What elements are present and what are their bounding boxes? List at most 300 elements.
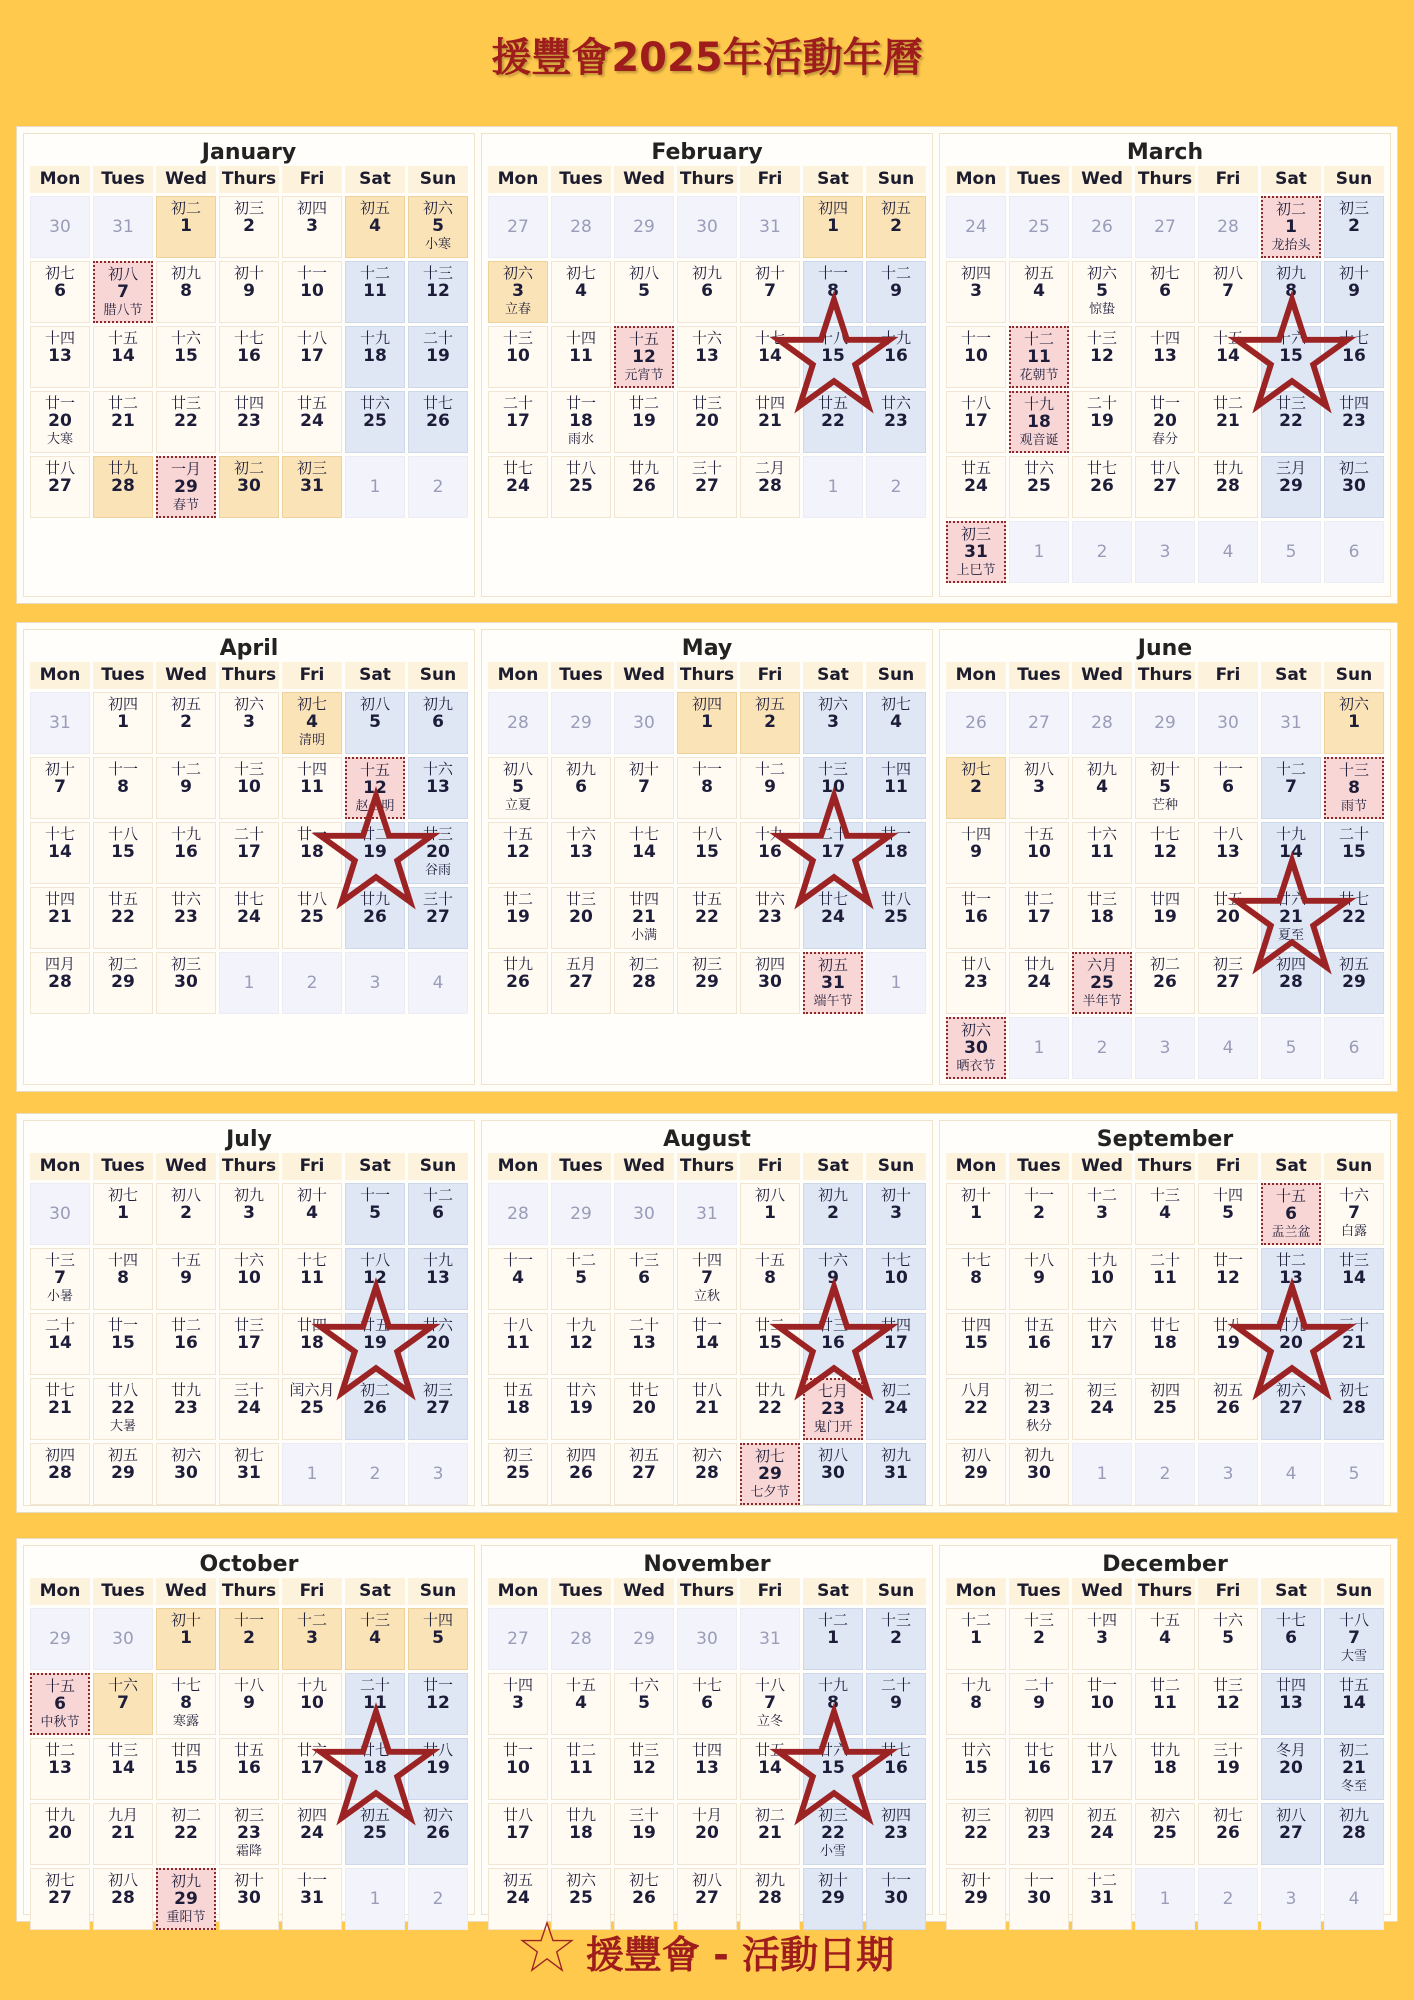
day-number: 1: [369, 1889, 381, 1909]
weekday-header: Thurs: [219, 166, 279, 193]
lunar-date: 初三: [1212, 955, 1243, 973]
day-number: 13: [1279, 1693, 1303, 1713]
day-number: 18: [884, 842, 908, 862]
lunar-date: 初六: [1338, 695, 1369, 713]
day-number: 29: [821, 1888, 845, 1908]
lunar-date: 初九: [1086, 760, 1117, 778]
day-cell: [219, 1313, 279, 1375]
day-number: 27: [1279, 1398, 1303, 1418]
day-cell: [282, 822, 342, 884]
lunar-date: 初十: [754, 264, 785, 282]
day-cell: [1324, 822, 1384, 884]
day-number: 21: [1342, 1333, 1366, 1353]
lunar-date: 十三: [1149, 1186, 1180, 1204]
day-number: 4: [1159, 1203, 1171, 1223]
lunar-date: 廿七: [880, 1741, 911, 1759]
day-number: 31: [821, 973, 845, 993]
day-cell: [803, 196, 863, 258]
solar-term-note: 鬼门开: [813, 1420, 853, 1435]
lunar-date: 初四: [960, 264, 991, 282]
footer: [0, 1920, 1414, 1983]
day-number: 19: [569, 1398, 593, 1418]
day-cell: [1135, 1378, 1195, 1440]
month-may: [481, 629, 933, 1085]
day-number: 10: [964, 346, 988, 366]
day-number: 1: [827, 1628, 839, 1648]
day-number: 27: [1154, 217, 1176, 237]
day-cell: [866, 887, 926, 949]
day-cell: [740, 952, 800, 1014]
day-number: 18: [1153, 1758, 1177, 1778]
weekday-header: Fri: [1198, 662, 1258, 689]
day-cell-other-month: [408, 952, 468, 1014]
day-number: 19: [1216, 1758, 1240, 1778]
lunar-date: 廿九: [754, 1381, 785, 1399]
day-cell: [93, 692, 153, 754]
weekday-header: Thurs: [219, 1153, 279, 1180]
lunar-date: 二十: [628, 1316, 659, 1334]
day-number: 28: [1279, 972, 1303, 992]
day-cell: [946, 1378, 1006, 1440]
month-grid: [30, 662, 468, 1014]
lunar-date: 初八: [1023, 760, 1054, 778]
day-number: 27: [426, 1398, 450, 1418]
day-number: 3: [1285, 1889, 1297, 1909]
day-number: 17: [300, 1758, 324, 1778]
day-cell: [1261, 261, 1321, 323]
day-cell: [156, 391, 216, 453]
day-number: 15: [758, 1333, 782, 1353]
weekday-header: Sun: [408, 662, 468, 689]
day-number: 12: [506, 842, 530, 862]
weekday-header: Thurs: [1135, 1578, 1195, 1605]
day-number: 20: [1153, 411, 1177, 431]
month-name: July: [226, 1127, 272, 1152]
day-number: 11: [884, 777, 908, 797]
day-cell-other-month: [1135, 521, 1195, 583]
lunar-date: 十一: [1023, 1871, 1054, 1889]
month-january: [23, 133, 475, 597]
lunar-date: 初八: [754, 1186, 785, 1204]
day-cell: [803, 887, 863, 949]
day-number: 29: [695, 972, 719, 992]
day-number: 24: [506, 1888, 530, 1908]
lunar-date: 廿五: [359, 1316, 390, 1334]
day-cell: [282, 1738, 342, 1800]
day-number: 22: [821, 411, 845, 431]
lunar-date: 初七: [44, 264, 75, 282]
day-number: 27: [48, 476, 72, 496]
day-cell: [156, 1673, 216, 1735]
lunar-date: 十三: [1338, 761, 1369, 779]
day-number: 2: [180, 712, 192, 732]
day-cell: [93, 1738, 153, 1800]
month-february: [481, 133, 933, 597]
day-cell: [282, 456, 342, 518]
day-cell-festival: [30, 1673, 90, 1735]
lunar-date: 十四: [107, 1251, 138, 1269]
lunar-date: 初十: [44, 760, 75, 778]
lunar-date: 十二: [754, 760, 785, 778]
day-cell-other-month: [345, 456, 405, 518]
day-cell: [803, 1738, 863, 1800]
day-cell: [866, 1183, 926, 1245]
weekday-header: Fri: [282, 1153, 342, 1180]
day-cell: [551, 1803, 611, 1865]
lunar-date: 廿九: [1023, 955, 1054, 973]
lunar-date: 廿四: [1149, 890, 1180, 908]
lunar-date: 初五: [1023, 264, 1054, 282]
day-number: 6: [701, 281, 713, 301]
day-cell: [408, 1803, 468, 1865]
day-number: 28: [632, 972, 656, 992]
day-cell: [740, 692, 800, 754]
lunar-date: 初七: [565, 264, 596, 282]
day-cell: [345, 1608, 405, 1670]
day-number: 17: [1090, 1758, 1114, 1778]
solar-term-note: 元宵节: [624, 368, 664, 383]
lunar-date: 廿三: [233, 1316, 264, 1334]
lunar-date: 初八: [1275, 1806, 1306, 1824]
day-number: 2: [1096, 542, 1108, 562]
day-cell: [946, 822, 1006, 884]
day-cell: [866, 1738, 926, 1800]
day-number: 31: [759, 217, 781, 237]
lunar-date: 初七: [754, 1447, 785, 1465]
day-cell: [740, 822, 800, 884]
day-number: 4: [1222, 1038, 1234, 1058]
day-number: 25: [1153, 1398, 1177, 1418]
solar-term-note: 端午节: [813, 994, 853, 1009]
day-number: 11: [363, 1693, 387, 1713]
month-name: December: [1102, 1552, 1228, 1577]
day-cell-other-month: [677, 196, 737, 258]
day-number: 7: [638, 777, 650, 797]
day-cell-other-month: [740, 1608, 800, 1670]
day-cell-other-month: [1198, 521, 1258, 583]
day-cell: [866, 1673, 926, 1735]
day-number: 30: [1342, 476, 1366, 496]
weekday-header: Wed: [614, 1578, 674, 1605]
lunar-date: 廿六: [1023, 459, 1054, 477]
day-cell: [345, 1378, 405, 1440]
weekday-header: Tues: [551, 1153, 611, 1180]
day-cell-other-month: [488, 692, 548, 754]
day-number: 2: [306, 973, 318, 993]
day-number: 2: [369, 1464, 381, 1484]
day-cell: [156, 952, 216, 1014]
day-number: 15: [821, 346, 845, 366]
day-number: 18: [1153, 1333, 1177, 1353]
day-number: 12: [632, 347, 656, 367]
day-cell: [551, 1248, 611, 1310]
day-number: 27: [1216, 972, 1240, 992]
lunar-date: 十五: [107, 329, 138, 347]
weekday-header: Wed: [614, 1153, 674, 1180]
day-number: 6: [575, 777, 587, 797]
lunar-date: 初四: [1275, 955, 1306, 973]
day-cell: [488, 261, 548, 323]
lunar-date: 初六: [1275, 1381, 1306, 1399]
day-cell: [740, 757, 800, 819]
day-number: 22: [111, 907, 135, 927]
month-grid: [488, 1578, 926, 1930]
lunar-date: 廿九: [1149, 1741, 1180, 1759]
lunar-date: 廿八: [1086, 1741, 1117, 1759]
day-number: 17: [884, 1333, 908, 1353]
day-cell: [1324, 1313, 1384, 1375]
lunar-date: 初九: [880, 1446, 911, 1464]
day-cell: [946, 391, 1006, 453]
day-cell: [614, 456, 674, 518]
lunar-date: 初八: [817, 1446, 848, 1464]
solar-term-note: 中秋节: [40, 1715, 80, 1730]
day-number: 13: [695, 1758, 719, 1778]
lunar-date: 十六: [233, 1251, 264, 1269]
weekday-header: Mon: [488, 1578, 548, 1605]
day-cell: [551, 757, 611, 819]
month-grid: [946, 662, 1384, 1079]
day-number: 22: [174, 1823, 198, 1843]
day-number: 11: [300, 1268, 324, 1288]
lunar-date: 十八: [960, 394, 991, 412]
weekday-header: Sat: [803, 1153, 863, 1180]
day-cell: [282, 887, 342, 949]
day-cell-other-month: [1072, 521, 1132, 583]
lunar-date: 十三: [628, 1251, 659, 1269]
day-cell: [282, 1248, 342, 1310]
day-number: 3: [512, 281, 524, 301]
day-number: 16: [1342, 346, 1366, 366]
day-cell-other-month: [282, 952, 342, 1014]
lunar-date: 十七: [880, 1251, 911, 1269]
day-number: 16: [821, 1333, 845, 1353]
day-cell-other-month: [1324, 1017, 1384, 1079]
weekday-header: Sun: [408, 1578, 468, 1605]
day-cell-other-month: [93, 1608, 153, 1670]
lunar-date: 十四: [565, 329, 596, 347]
lunar-date: 初三: [1086, 1381, 1117, 1399]
day-number: 27: [507, 1629, 529, 1649]
solar-term-note: 小雪: [819, 1844, 846, 1859]
day-number: 10: [506, 1758, 530, 1778]
day-number: 5: [1285, 1038, 1297, 1058]
day-cell-festival: [1009, 326, 1069, 388]
day-cell: [282, 391, 342, 453]
lunar-date: 廿一: [107, 1316, 138, 1334]
day-cell: [408, 1738, 468, 1800]
lunar-date: 初九: [233, 1186, 264, 1204]
day-number: 21: [1342, 1758, 1366, 1778]
day-number: 25: [884, 907, 908, 927]
day-cell: [1261, 391, 1321, 453]
lunar-date: 初五: [502, 1871, 533, 1889]
lunar-date: 十五: [44, 1677, 75, 1695]
day-number: 27: [48, 1888, 72, 1908]
lunar-date: 初七: [880, 695, 911, 713]
day-cell: [946, 1738, 1006, 1800]
day-cell: [408, 196, 468, 258]
lunar-date: 初四: [817, 199, 848, 217]
solar-term-note: 寒露: [172, 1714, 199, 1729]
day-number: 16: [1027, 1333, 1051, 1353]
lunar-date: 廿三: [691, 394, 722, 412]
lunar-date: 初六: [170, 1446, 201, 1464]
solar-term-note: 盂兰盆: [1271, 1225, 1311, 1240]
day-cell: [1135, 1183, 1195, 1245]
day-number: 18: [300, 842, 324, 862]
day-number: 8: [970, 1268, 982, 1288]
day-number: 8: [827, 1693, 839, 1713]
day-number: 22: [964, 1823, 988, 1843]
lunar-date: 十二: [170, 760, 201, 778]
day-number: 28: [758, 1888, 782, 1908]
lunar-date: 十八: [233, 1676, 264, 1694]
weekday-header: Wed: [156, 662, 216, 689]
month-name: September: [1096, 1127, 1234, 1152]
day-cell: [614, 757, 674, 819]
day-cell: [1072, 1313, 1132, 1375]
day-number: 3: [1033, 777, 1045, 797]
day-number: 5: [1096, 281, 1108, 301]
weekday-header: Thurs: [677, 1153, 737, 1180]
month-september: [939, 1120, 1391, 1506]
day-number: 14: [1279, 842, 1303, 862]
day-number: 30: [1027, 1463, 1051, 1483]
day-cell-festival: [740, 1443, 800, 1505]
lunar-date: 廿四: [628, 890, 659, 908]
lunar-date: 初四: [691, 695, 722, 713]
day-cell: [1324, 692, 1384, 754]
day-number: 3: [1096, 1628, 1108, 1648]
day-cell: [1261, 326, 1321, 388]
day-cell: [1072, 456, 1132, 518]
day-cell-other-month: [1198, 1443, 1258, 1505]
day-cell: [282, 1803, 342, 1865]
day-cell: [219, 326, 279, 388]
lunar-date: 廿六: [817, 1741, 848, 1759]
lunar-date: 廿二: [170, 1316, 201, 1334]
lunar-date: 四月: [44, 955, 75, 973]
day-number: 9: [827, 1268, 839, 1288]
day-number: 20: [48, 1823, 72, 1843]
lunar-date: 八月: [960, 1381, 991, 1399]
day-cell: [1072, 391, 1132, 453]
lunar-date: 十二: [1023, 330, 1054, 348]
day-cell-other-month: [614, 1183, 674, 1245]
day-cell: [30, 1803, 90, 1865]
day-number: 31: [1280, 713, 1302, 733]
lunar-date: 廿一: [960, 890, 991, 908]
weekday-header: Mon: [30, 166, 90, 193]
weekday-header: Wed: [1072, 662, 1132, 689]
day-cell: [1198, 391, 1258, 453]
lunar-date: 十六: [107, 1676, 138, 1694]
day-number: 25: [1028, 217, 1050, 237]
day-number: 9: [1033, 1268, 1045, 1288]
day-cell: [1009, 952, 1069, 1014]
day-number: 20: [48, 411, 72, 431]
day-cell: [1324, 1608, 1384, 1670]
day-cell: [803, 822, 863, 884]
day-cell: [1072, 1608, 1132, 1670]
month-name: August: [663, 1127, 751, 1152]
lunar-date: 十五: [1275, 1187, 1306, 1205]
day-number: 2: [243, 1628, 255, 1648]
day-cell-other-month: [551, 692, 611, 754]
day-cell: [30, 1443, 90, 1505]
day-cell: [1324, 1673, 1384, 1735]
lunar-date: 初三: [817, 1806, 848, 1824]
lunar-date: 廿二: [359, 825, 390, 843]
day-number: 6: [1222, 777, 1234, 797]
day-cell: [1261, 1803, 1321, 1865]
weekday-header: Mon: [30, 1578, 90, 1605]
day-cell: [740, 326, 800, 388]
lunar-date: 初十: [296, 1186, 327, 1204]
weekday-header: Sun: [866, 1153, 926, 1180]
star-icon: [520, 1920, 574, 1983]
lunar-date: 十月: [691, 1806, 722, 1824]
lunar-date: 初四: [44, 1446, 75, 1464]
day-number: 29: [964, 1463, 988, 1483]
day-cell: [408, 326, 468, 388]
day-cell: [156, 1313, 216, 1375]
day-cell-festival: [345, 757, 405, 819]
day-cell: [803, 261, 863, 323]
day-number: 7: [1348, 1203, 1360, 1223]
lunar-date: 初二: [233, 459, 264, 477]
day-number: 12: [1216, 1693, 1240, 1713]
day-number: 4: [1033, 281, 1045, 301]
lunar-date: 初六: [817, 695, 848, 713]
solar-term-note: 立夏: [504, 798, 531, 813]
day-number: 15: [964, 1333, 988, 1353]
day-number: 26: [965, 713, 987, 733]
day-cell-other-month: [614, 692, 674, 754]
day-number: 21: [1216, 411, 1240, 431]
lunar-date: 廿五: [502, 1381, 533, 1399]
day-cell: [551, 326, 611, 388]
lunar-date: 廿二: [44, 1741, 75, 1759]
day-number: 29: [633, 217, 655, 237]
day-number: 6: [1285, 1628, 1297, 1648]
day-number: 8: [764, 1268, 776, 1288]
day-number: 14: [1216, 346, 1240, 366]
lunar-date: 初八: [960, 1446, 991, 1464]
day-cell: [1198, 952, 1258, 1014]
day-number: 22: [111, 1398, 135, 1418]
day-cell: [93, 1673, 153, 1735]
lunar-date: 廿五: [960, 459, 991, 477]
day-number: 24: [884, 1398, 908, 1418]
weekday-header: Sun: [408, 1153, 468, 1180]
day-cell: [219, 1738, 279, 1800]
day-number: 21: [48, 1398, 72, 1418]
day-number: 4: [306, 1203, 318, 1223]
lunar-date: 十四: [1212, 1186, 1243, 1204]
day-cell: [1324, 326, 1384, 388]
lunar-date: 初八: [1212, 264, 1243, 282]
weekday-header: Mon: [488, 1153, 548, 1180]
day-cell: [156, 1803, 216, 1865]
day-number: 2: [890, 1628, 902, 1648]
lunar-date: 廿三: [1086, 890, 1117, 908]
lunar-date: 廿二: [502, 890, 533, 908]
day-number: 26: [569, 1463, 593, 1483]
day-number: 25: [363, 411, 387, 431]
lunar-date: 十九: [1023, 395, 1054, 413]
